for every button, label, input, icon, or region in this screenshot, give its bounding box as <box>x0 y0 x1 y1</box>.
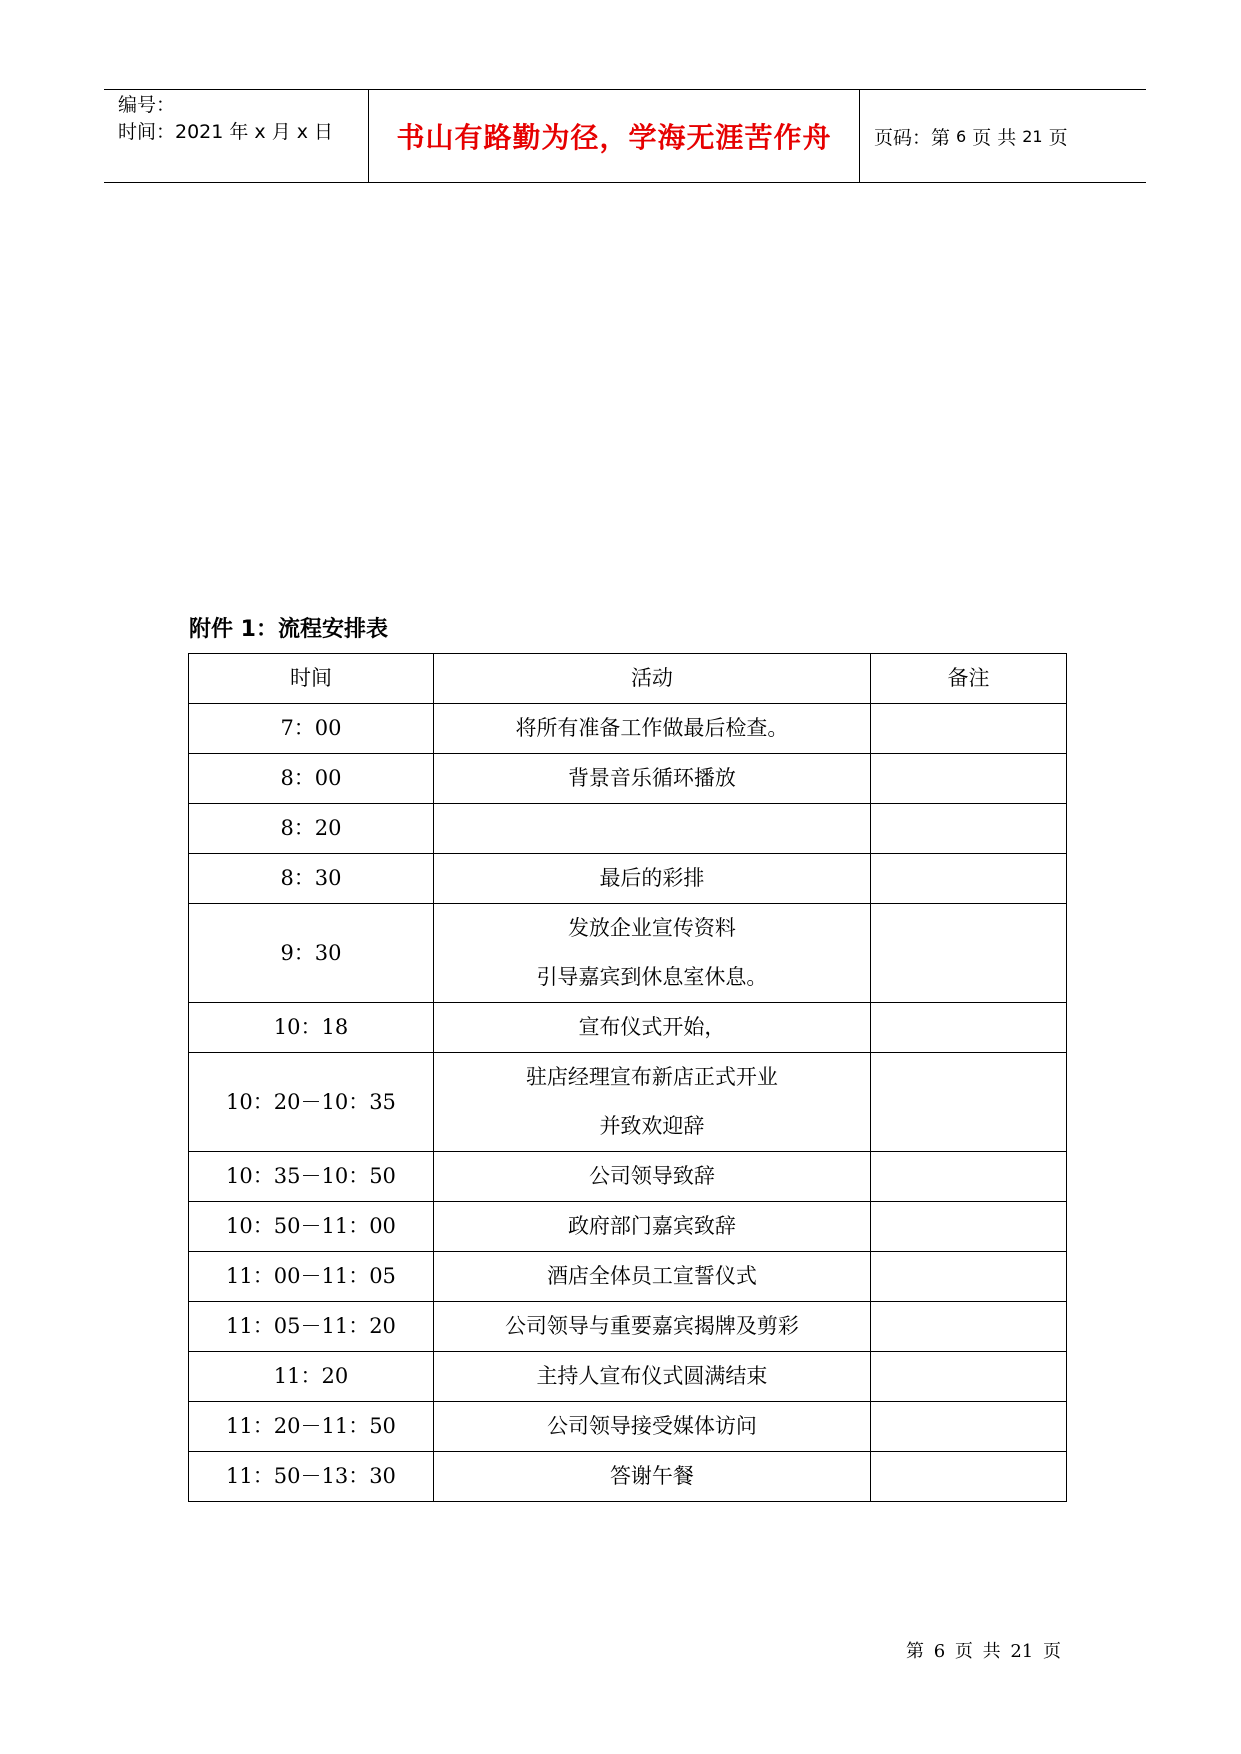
cell-time: 10：35－10：50 <box>189 1152 434 1202</box>
cell-activity <box>433 804 870 854</box>
table-caption: 附件 1：流程安排表 <box>189 617 388 642</box>
cell-activity <box>433 704 870 754</box>
activity-line: 发放企业宣传资料 <box>567 916 736 940</box>
activity-line: 公司领导接受媒体访问 <box>546 1414 757 1438</box>
cell-activity <box>433 1302 870 1352</box>
activity-line: 宣布仪式开始， <box>578 1015 726 1039</box>
table-row <box>189 1402 1067 1452</box>
activity-line: 公司领导与重要嘉宾揭牌及剪彩 <box>504 1314 799 1338</box>
table-row <box>189 1053 1067 1152</box>
table-row <box>189 854 1067 904</box>
cell-time: 11：20－11：50 <box>189 1402 434 1452</box>
cell-activity <box>433 1003 870 1053</box>
activity-line: 答谢午餐 <box>609 1464 694 1488</box>
table-row <box>189 904 1067 1003</box>
cell-time: 8：20 <box>189 804 434 854</box>
cell-note <box>870 754 1066 804</box>
header-divider <box>859 90 860 182</box>
cell-note <box>870 1302 1066 1352</box>
header-note: 备注 <box>870 654 1066 704</box>
activity-line: 公司领导致辞 <box>588 1164 715 1188</box>
cell-activity <box>433 1202 870 1252</box>
table-row <box>189 704 1067 754</box>
cell-note <box>870 904 1066 1003</box>
table-header-row <box>189 654 1067 704</box>
cell-activity <box>433 1053 870 1152</box>
activity-line: 并致欢迎辞 <box>599 1114 705 1138</box>
activity-line: 引导嘉宾到休息室休息。 <box>536 965 768 989</box>
cell-note <box>870 804 1066 854</box>
cell-note <box>870 1003 1066 1053</box>
header-time: 时间 <box>189 654 434 704</box>
activity-line: 背景音乐循环播放 <box>567 766 736 790</box>
header-meta <box>118 92 333 146</box>
activity-line: 政府部门嘉宾致辞 <box>567 1214 736 1238</box>
cell-activity <box>433 1452 870 1502</box>
cell-activity <box>433 1252 870 1302</box>
page-footer: 第 6 页 共 21 页 <box>906 1641 1061 1662</box>
cell-activity <box>433 1152 870 1202</box>
activity-line: 主持人宣布仪式圆满结束 <box>536 1364 768 1388</box>
header-page-number <box>874 90 1068 182</box>
cell-note <box>870 1452 1066 1502</box>
page-suffix: 页 <box>1048 126 1068 149</box>
schedule-table <box>188 653 1067 1502</box>
cell-note <box>870 1053 1066 1152</box>
table-row <box>189 804 1067 854</box>
cell-note <box>870 1202 1066 1252</box>
activity-line: 最后的彩排 <box>599 866 705 890</box>
page-mid: 页 共 <box>972 126 1017 149</box>
table-row <box>189 1152 1067 1202</box>
activity-line: 驻店经理宣布新店正式开业 <box>525 1065 778 1089</box>
cell-activity <box>433 1402 870 1452</box>
cell-time: 7：00 <box>189 704 434 754</box>
header-motto: 书山有路勤为径，学海无涯苦作舟 <box>396 121 832 154</box>
cell-note <box>870 1352 1066 1402</box>
table-row <box>189 1452 1067 1502</box>
cell-time: 8：30 <box>189 854 434 904</box>
cell-note <box>870 1402 1066 1452</box>
cell-time: 10：20－10：35 <box>189 1053 434 1152</box>
table-row <box>189 754 1067 804</box>
table-row <box>189 1352 1067 1402</box>
page-header <box>104 89 1146 183</box>
cell-activity <box>433 1352 870 1402</box>
cell-note <box>870 1152 1066 1202</box>
cell-note <box>870 854 1066 904</box>
cell-time: 11：00－11：05 <box>189 1252 434 1302</box>
page-prefix: 页码：第 <box>874 126 951 149</box>
cell-time: 8：00 <box>189 754 434 804</box>
table-row <box>189 1003 1067 1053</box>
cell-time: 11：20 <box>189 1352 434 1402</box>
cell-time: 9：30 <box>189 904 434 1003</box>
cell-activity <box>433 904 870 1003</box>
activity-line: 将所有准备工作做最后检查。 <box>515 716 789 740</box>
date-label: 时间：2021 年 x 月 x 日 <box>118 121 334 143</box>
cell-activity <box>433 854 870 904</box>
cell-time: 10：18 <box>189 1003 434 1053</box>
cell-time: 11：50－13：30 <box>189 1452 434 1502</box>
page-total: 21 <box>1022 126 1043 146</box>
table-row <box>189 1302 1067 1352</box>
header-activity: 活动 <box>433 654 870 704</box>
cell-time: 11：05－11：20 <box>189 1302 434 1352</box>
table-row <box>189 1202 1067 1252</box>
cell-activity <box>433 754 870 804</box>
activity-line: 酒店全体员工宣誓仪式 <box>546 1264 757 1288</box>
cell-note <box>870 1252 1066 1302</box>
serial-label: 编号： <box>118 94 176 116</box>
page-current: 6 <box>956 126 967 146</box>
cell-time: 10：50－11：00 <box>189 1202 434 1252</box>
cell-note <box>870 704 1066 754</box>
table-row <box>189 1252 1067 1302</box>
